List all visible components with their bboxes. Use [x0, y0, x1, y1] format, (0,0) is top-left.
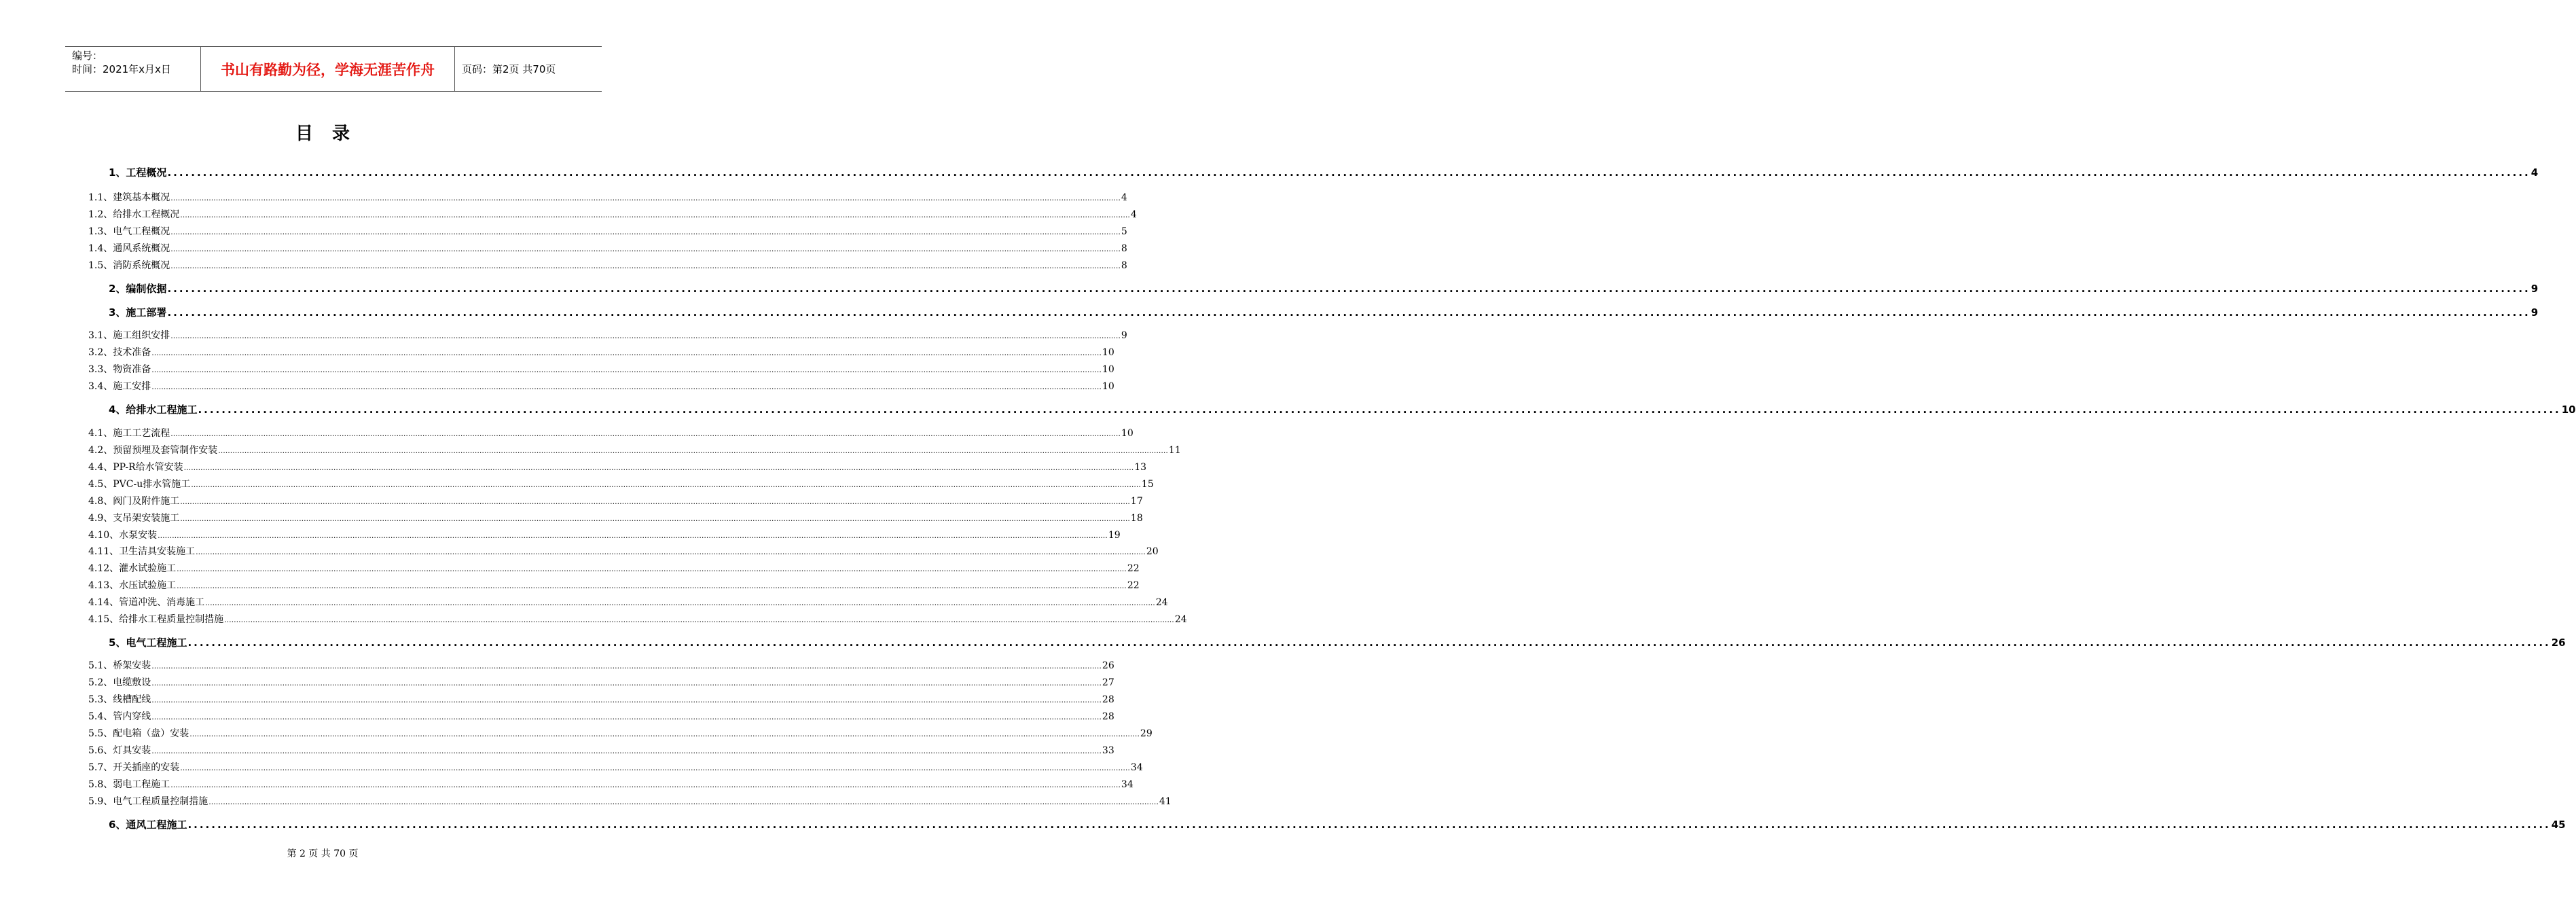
toc-subsection-entry[interactable] [88, 362, 1114, 376]
toc-section-entry[interactable] [109, 635, 2566, 649]
toc-entry-label: 4、给排水工程施工 [109, 404, 198, 416]
toc-subsection-entry[interactable] [88, 241, 1127, 255]
toc-leader-dots: ................................................................................................................................................................................................................................................................................................................................................................................................................ [170, 429, 1121, 438]
toc-entry-label: 5.8、弱电工程施工 [88, 779, 170, 790]
toc-entry-label: 3.1、施工组织安排 [88, 330, 170, 341]
toc-leader-dots: ................................................................................................................................................................................................................................................................................................................................................................................................................ [151, 696, 1102, 704]
toc-subsection-entry[interactable] [88, 726, 1153, 740]
toc-subsection-entry[interactable] [88, 658, 1114, 672]
toc-section-entry[interactable] [109, 305, 2539, 319]
toc-entry-page: 33 [1102, 745, 1114, 756]
toc-entry-page: 10 [2561, 404, 2576, 416]
toc-leader-dots: ................................................................................................................................................................................................................................................................................................................................................................................................................ [151, 747, 1102, 755]
toc-subsection-entry[interactable] [88, 494, 1143, 507]
toc-subsection-entry[interactable] [88, 328, 1127, 342]
toc-subsection-entry[interactable] [88, 675, 1114, 689]
header-page-info: 页码：第2页 共70页 [462, 63, 556, 75]
toc-subsection-entry[interactable] [88, 345, 1114, 359]
toc-leader-dots: ................................................................................................................................................................................................................................................................................................................................................................................................................ [170, 228, 1121, 236]
toc-subsection-entry[interactable] [88, 561, 1140, 575]
toc-subsection-entry[interactable] [88, 743, 1114, 757]
toc-entry-page: 15 [1141, 479, 1154, 490]
toc-entry-label: 4.11、卫生洁具安装施工 [88, 546, 196, 557]
toc-entry-page: 4 [2530, 166, 2539, 179]
toc-leader-dots: ................................................................................................................................................................................................................................................................................................................................................................................................................ [180, 764, 1130, 772]
toc-entry-label: 3.2、技术准备 [88, 347, 151, 358]
toc-leader-dots: ................................................................................................................................................................................................................................................................................................................................................................................................................ [167, 166, 2530, 179]
toc-entry-label: 5.3、线槽配线 [88, 694, 151, 705]
toc-section-entry[interactable] [109, 817, 2566, 831]
toc-leader-dots: ................................................................................................................................................................................................................................................................................................................................................................................................................ [198, 404, 2561, 416]
toc-leader-dots: ................................................................................................................................................................................................................................................................................................................................................................................................................ [187, 819, 2551, 831]
toc-entry-page: 22 [1127, 580, 1140, 591]
toc-leader-dots: ................................................................................................................................................................................................................................................................................................................................................................................................................ [151, 382, 1102, 391]
toc-entry-page: 8 [1121, 243, 1127, 254]
toc-leader-dots: ................................................................................................................................................................................................................................................................................................................................................................................................................ [158, 531, 1108, 540]
page-title: 目录 [295, 124, 369, 144]
toc-leader-dots: ................................................................................................................................................................................................................................................................................................................................................................................................................ [170, 262, 1121, 270]
toc-leader-dots: ................................................................................................................................................................................................................................................................................................................................................................................................................ [167, 306, 2530, 319]
toc-entry-page: 17 [1130, 496, 1143, 507]
toc-entry-page: 26 [1102, 660, 1114, 671]
toc-leader-dots: ................................................................................................................................................................................................................................................................................................................................................................................................................ [170, 781, 1121, 789]
toc-entry-label: 5.5、配电箱（盘）安装 [88, 728, 189, 739]
toc-entry-page: 20 [1146, 546, 1159, 557]
toc-entry-page: 10 [1121, 428, 1133, 439]
toc-subsection-entry[interactable] [88, 709, 1114, 723]
toc-entry-page: 10 [1102, 364, 1114, 375]
toc-subsection-entry[interactable] [88, 528, 1121, 541]
toc-entry-page: 28 [1102, 711, 1114, 722]
toc-leader-dots: ................................................................................................................................................................................................................................................................................................................................................................................................................ [183, 463, 1134, 472]
toc-entry-page: 41 [1159, 796, 1172, 807]
toc-leader-dots: ................................................................................................................................................................................................................................................................................................................................................................................................................ [208, 798, 1159, 806]
toc-entry-label: 5.6、灯具安装 [88, 745, 151, 756]
toc-entry-label: 2、编制依据 [109, 283, 167, 295]
header-motto: 书山有路勤为径，学海无涯苦作舟 [201, 47, 455, 91]
toc-subsection-entry[interactable] [88, 612, 1187, 626]
toc-entry-page: 18 [1130, 513, 1143, 524]
toc-entry-label: 4.8、阀门及附件施工 [88, 496, 180, 507]
toc-leader-dots: ................................................................................................................................................................................................................................................................................................................................................................................................................ [151, 365, 1102, 374]
toc-subsection-entry[interactable] [88, 460, 1147, 473]
page-footer: 第 2 页 共 70 页 [287, 848, 359, 859]
toc-leader-dots: ................................................................................................................................................................................................................................................................................................................................................................................................................ [180, 211, 1130, 219]
toc-leader-dots: ................................................................................................................................................................................................................................................................................................................................................................................................................ [224, 615, 1174, 624]
toc-entry-page: 10 [1102, 381, 1114, 392]
toc-subsection-entry[interactable] [88, 477, 1154, 490]
toc-entry-label: 4.2、预留预埋及套管制作安装 [88, 445, 218, 456]
toc-subsection-entry[interactable] [88, 379, 1114, 393]
toc-leader-dots: ................................................................................................................................................................................................................................................................................................................................................................................................................ [151, 679, 1102, 687]
toc-entry-label: 4.5、PVC-u排水管施工 [88, 479, 191, 490]
toc-entry-page: 29 [1140, 728, 1153, 739]
toc-entry-page: 45 [2551, 819, 2566, 831]
toc-entry-page: 24 [1155, 597, 1168, 608]
toc-entry-label: 1、工程概况 [109, 166, 167, 179]
toc-entry-page: 5 [1121, 226, 1127, 237]
toc-subsection-entry[interactable] [88, 578, 1140, 592]
toc-entry-label: 4.1、施工工艺流程 [88, 428, 170, 439]
toc-leader-dots: ................................................................................................................................................................................................................................................................................................................................................................................................................ [205, 598, 1155, 607]
toc-leader-dots: ................................................................................................................................................................................................................................................................................................................................................................................................................ [196, 548, 1146, 556]
toc-subsection-entry[interactable] [88, 426, 1133, 440]
toc-entry-label: 4.12、灌水试验施工 [88, 563, 177, 574]
toc-section-entry[interactable] [109, 281, 2539, 296]
toc-leader-dots: ................................................................................................................................................................................................................................................................................................................................................................................................................ [177, 565, 1127, 573]
toc-entry-label: 5.7、开关插座的安装 [88, 762, 180, 773]
toc-entry-label: 5.2、电缆敷设 [88, 677, 151, 688]
toc-entry-page: 9 [2530, 306, 2539, 319]
toc-section-entry[interactable] [109, 402, 2576, 416]
toc-entry-label: 3、施工部署 [109, 306, 167, 319]
header-meta [65, 47, 201, 91]
toc-entry-page: 34 [1130, 762, 1143, 773]
toc-entry-label: 1.4、通风系统概况 [88, 243, 170, 254]
toc-leader-dots: ................................................................................................................................................................................................................................................................................................................................................................................................................ [151, 662, 1102, 670]
toc-subsection-entry[interactable] [88, 692, 1114, 706]
toc-entry-page: 28 [1102, 694, 1114, 705]
toc-entry-page: 34 [1121, 779, 1133, 790]
toc-entry-label: 1.1、建筑基本概况 [88, 192, 170, 203]
toc-subsection-entry[interactable] [88, 777, 1133, 791]
toc-entry-page: 26 [2551, 637, 2566, 649]
toc-entry-page: 8 [1121, 260, 1127, 271]
toc-entry-label: 5.9、电气工程质量控制措施 [88, 796, 208, 807]
toc-entry-label: 4.10、水泵安装 [88, 530, 158, 541]
toc-leader-dots: ................................................................................................................................................................................................................................................................................................................................................................................................................ [167, 283, 2530, 295]
toc-subsection-entry[interactable] [88, 595, 1168, 609]
toc-leader-dots: ................................................................................................................................................................................................................................................................................................................................................................................................................ [170, 194, 1121, 202]
toc-leader-dots: ................................................................................................................................................................................................................................................................................................................................................................................................................ [170, 245, 1121, 253]
toc-leader-dots: ................................................................................................................................................................................................................................................................................................................................................................................................................ [218, 446, 1168, 455]
toc-leader-dots: ................................................................................................................................................................................................................................................................................................................................................................................................................ [191, 480, 1141, 489]
toc-entry-page: 13 [1134, 462, 1147, 473]
toc-subsection-entry[interactable] [88, 224, 1127, 238]
toc-entry-page: 10 [1102, 347, 1114, 358]
toc-entry-page: 9 [1121, 330, 1127, 341]
toc-subsection-entry[interactable] [88, 794, 1172, 808]
toc-subsection-entry[interactable] [88, 207, 1137, 221]
toc-entry-label: 4.9、支吊架安装施工 [88, 513, 180, 524]
toc-entry-label: 5.1、桥架安装 [88, 660, 151, 671]
toc-entry-label: 1.3、电气工程概况 [88, 226, 170, 237]
toc-section-entry[interactable] [109, 165, 2539, 179]
toc-entry-label: 4.13、水压试验施工 [88, 580, 177, 591]
toc-entry-page: 9 [2530, 283, 2539, 295]
toc-entry-page: 4 [1121, 192, 1127, 203]
toc-leader-dots: ................................................................................................................................................................................................................................................................................................................................................................................................................ [151, 348, 1102, 357]
toc-leader-dots: ................................................................................................................................................................................................................................................................................................................................................................................................................ [187, 637, 2551, 649]
toc-entry-page: 24 [1174, 614, 1187, 625]
toc-subsection-entry[interactable] [88, 190, 1127, 204]
toc-subsection-entry[interactable] [88, 760, 1143, 774]
toc-entry-label: 4.14、管道冲洗、消毒施工 [88, 597, 205, 608]
toc-entry-label: 3.4、施工安排 [88, 381, 151, 392]
toc-leader-dots: ................................................................................................................................................................................................................................................................................................................................................................................................................ [151, 713, 1102, 721]
toc-leader-dots: ................................................................................................................................................................................................................................................................................................................................................................................................................ [170, 332, 1121, 340]
time-label: 时间：2021年x月x日 [72, 63, 171, 75]
toc-entry-label: 4.4、PP-R给水管安装 [88, 462, 183, 473]
toc-leader-dots: ................................................................................................................................................................................................................................................................................................................................................................................................................ [189, 730, 1140, 738]
toc-leader-dots: ................................................................................................................................................................................................................................................................................................................................................................................................................ [180, 514, 1130, 523]
toc-entry-label: 3.3、物资准备 [88, 364, 151, 375]
toc-entry-page: 19 [1108, 530, 1121, 541]
toc-entry-page: 11 [1168, 445, 1181, 456]
toc-subsection-entry[interactable] [88, 511, 1143, 524]
toc-entry-label: 6、通风工程施工 [109, 819, 187, 831]
toc-leader-dots: ................................................................................................................................................................................................................................................................................................................................................................................................................ [177, 581, 1127, 590]
toc-entry-label: 5.4、管内穿线 [88, 711, 151, 722]
toc-entry-label: 1.5、消防系统概况 [88, 260, 170, 271]
toc-entry-page: 4 [1130, 209, 1137, 220]
page-header [65, 46, 602, 92]
toc-entry-page: 27 [1102, 677, 1114, 688]
toc-subsection-entry[interactable] [88, 443, 1181, 456]
number-label: 编号： [72, 50, 103, 62]
toc-entry-page: 22 [1127, 563, 1140, 574]
toc-entry-label: 5、电气工程施工 [109, 637, 187, 649]
toc-entry-label: 4.15、给排水工程质量控制措施 [88, 614, 224, 625]
toc-leader-dots: ................................................................................................................................................................................................................................................................................................................................................................................................................ [180, 497, 1130, 506]
toc-subsection-entry[interactable] [88, 258, 1127, 272]
toc-entry-label: 1.2、给排水工程概况 [88, 209, 180, 220]
toc-subsection-entry[interactable] [88, 544, 1159, 558]
